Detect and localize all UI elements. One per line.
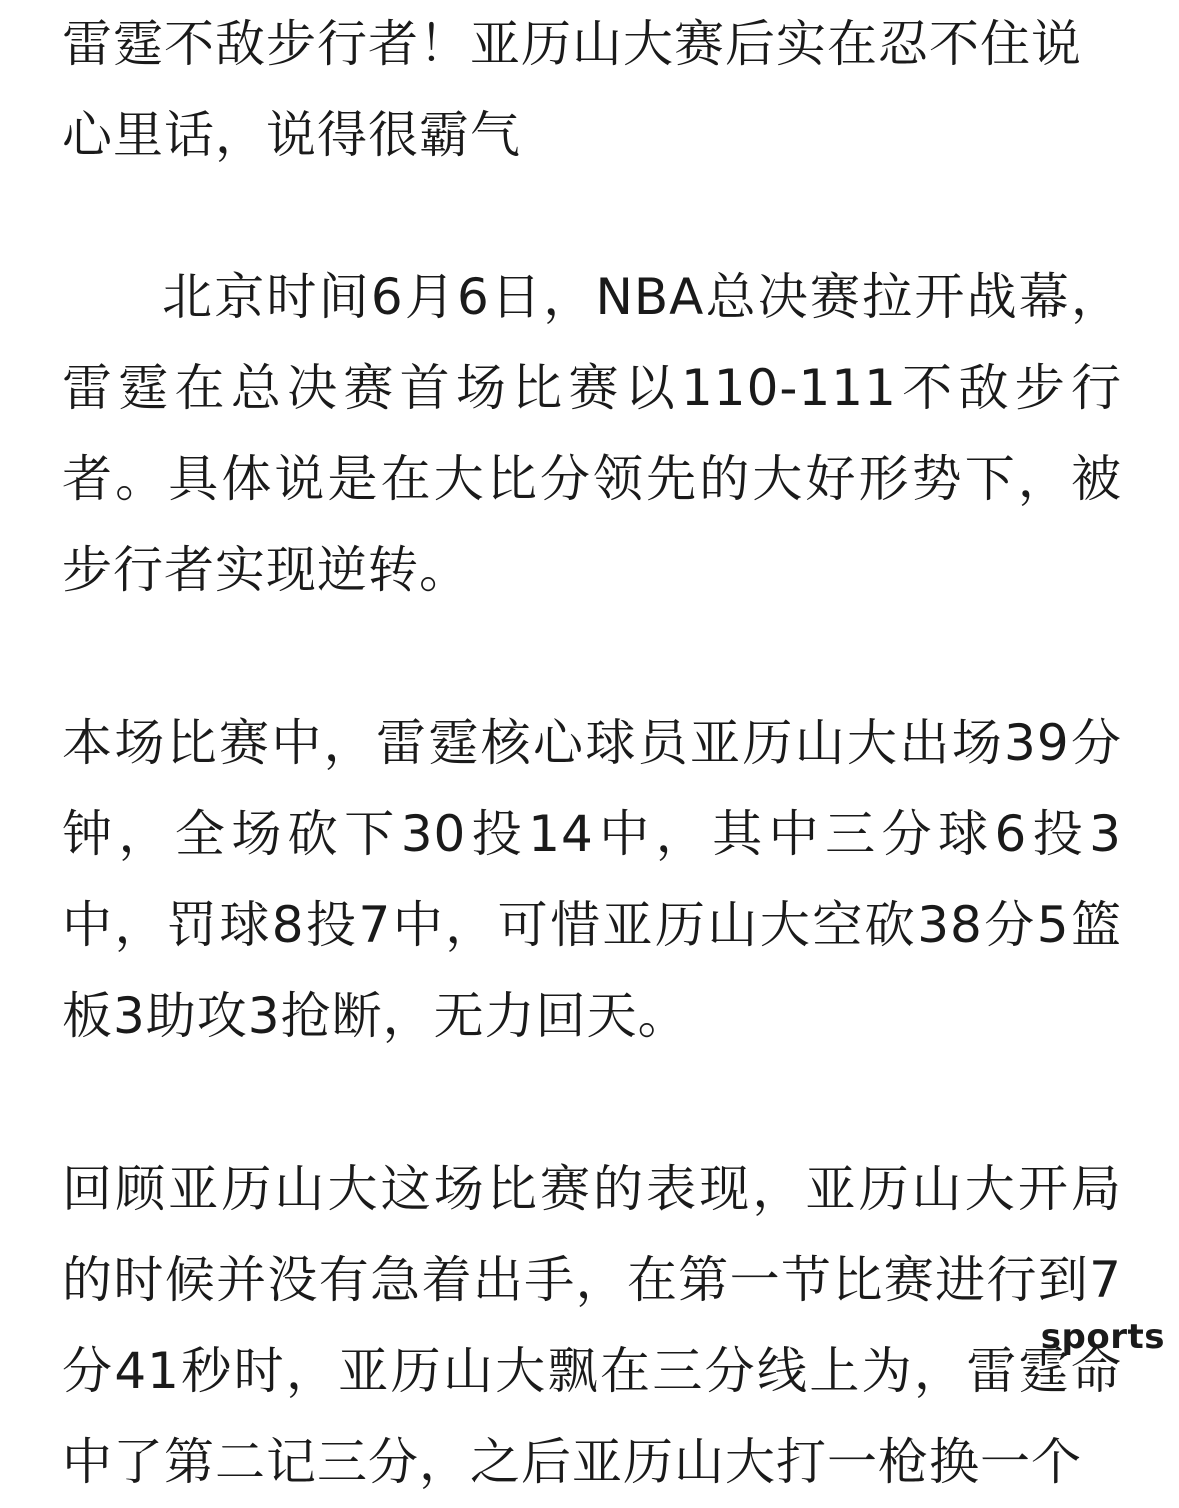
article-title: 雷霆不敌步行者！亚历山大赛后实在忍不住说心里话，说得很霸气: [62, 15, 1082, 164]
spacer: [62, 1062, 1122, 1144]
spacer: [62, 181, 1122, 252]
paragraph-2: 本场比赛中，雷霆核心球员亚历山大出场39分钟，全场砍下30投14中，其中三分球6投3中，罚球8投7中，可惜亚历山大空砍38分5篮板3助攻3抢断，无力回天。: [62, 714, 1122, 1045]
paragraph-1: 北京时间6月6日，NBA总决赛拉开战幕，雷霆在总决赛首场比赛以110-111不敌步行者。具体说是在大比分领先的大好形势下，被步行者实现逆转。: [62, 268, 1122, 599]
spacer: [62, 616, 1122, 698]
watermark-logo: sports: [1040, 1317, 1165, 1357]
paragraph-3: 回顾亚历山大这场比赛的表现，亚历山大开局的时候并没有急着出手，在第一节比赛进行到7分41秒时，亚历山大飘在三分线上为，雷霆命中了第二记三分，之后亚历山大打一枪换一个: [62, 1160, 1122, 1491]
article: [62, 0, 1122, 1508]
